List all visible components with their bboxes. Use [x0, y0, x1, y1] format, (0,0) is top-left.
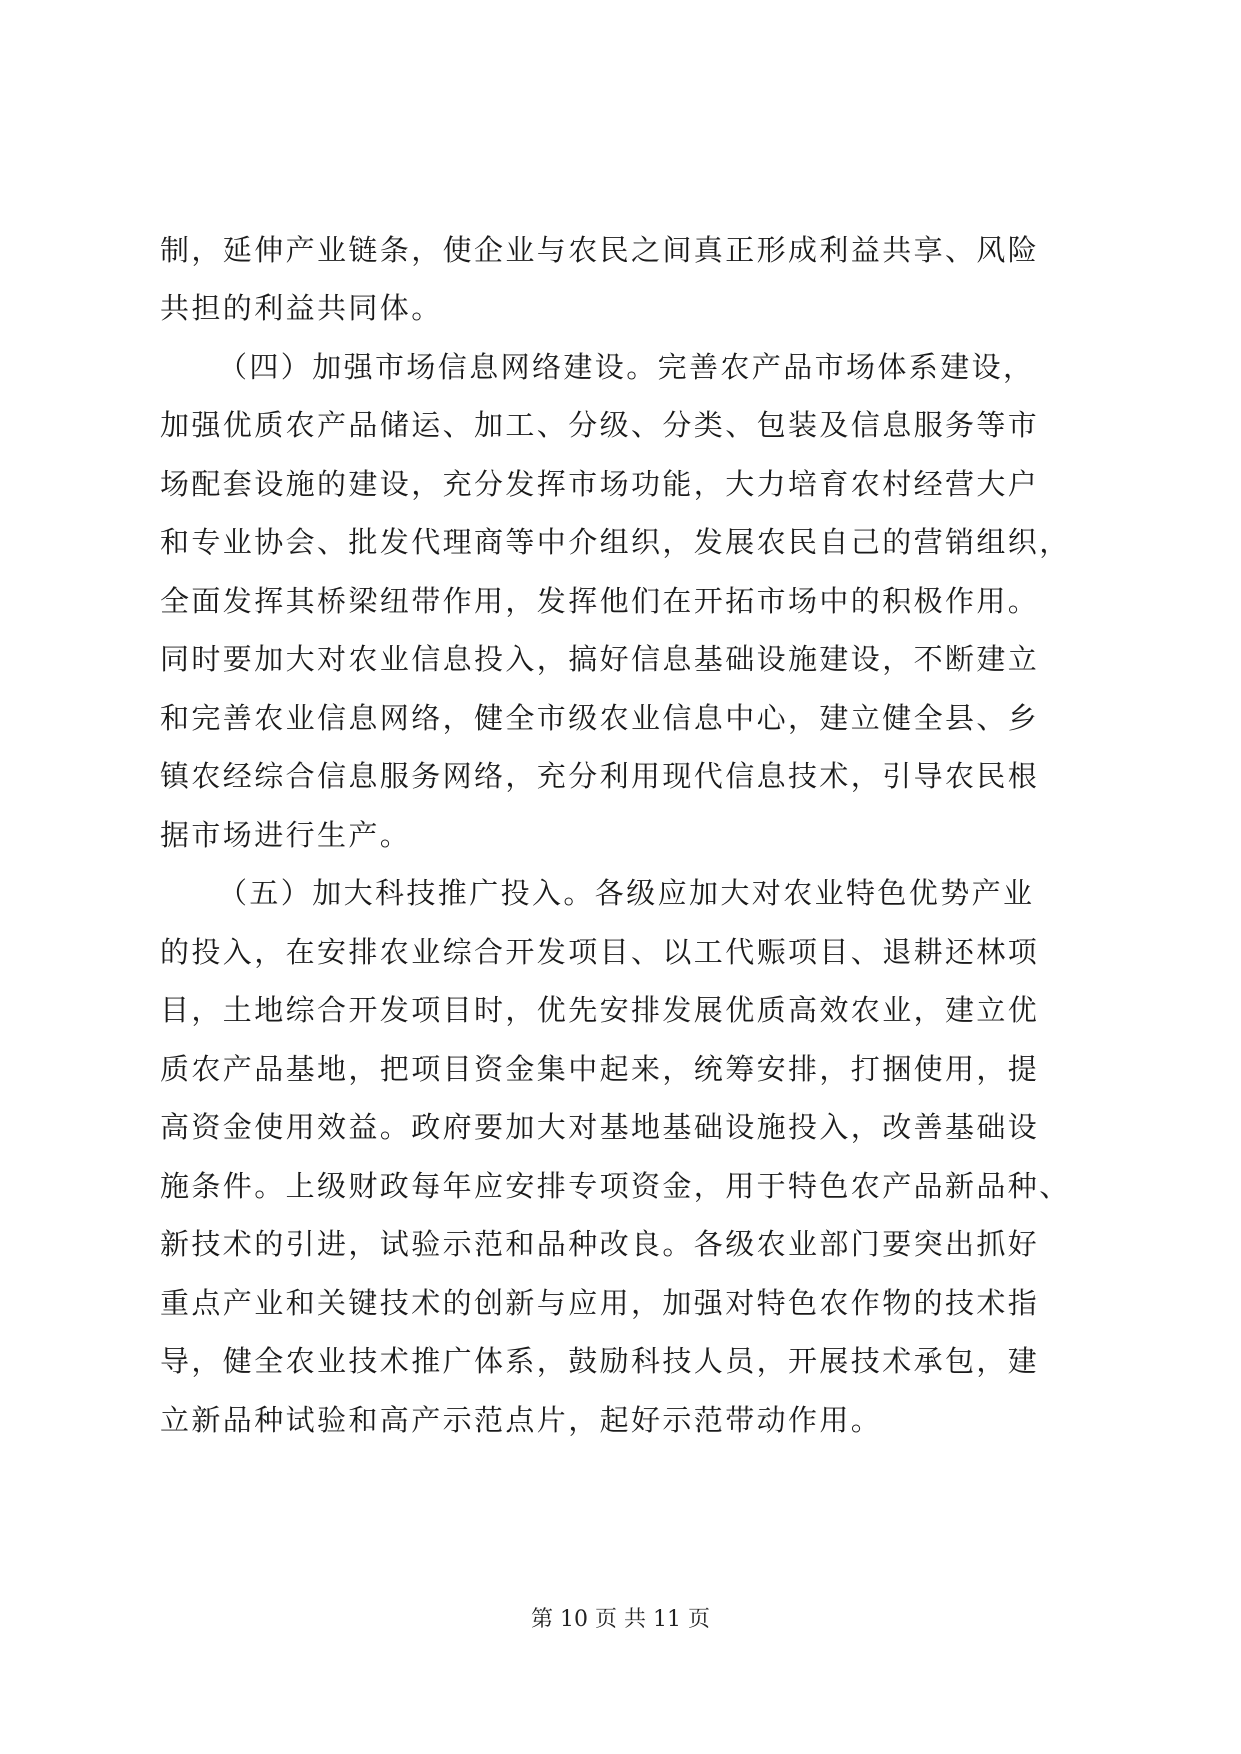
- text-line: （五）加大科技推广投入。各级应加大对农业特色优势产业: [218, 876, 1035, 910]
- text-line: 制，延伸产业链条，使企业与农民之间真正形成利益共享、风险: [160, 233, 1040, 267]
- text-line: 据市场进行生产。: [160, 818, 412, 852]
- text-line: 镇农经综合信息服务网络，充分利用现代信息技术，引导农民根: [160, 759, 1040, 793]
- text-line: 导，健全农业技术推广体系，鼓励科技人员，开展技术承包，建: [160, 1344, 1040, 1378]
- text-line: 质农产品基地，把项目资金集中起来，统筹安排，打捆使用，提: [160, 1052, 1040, 1086]
- text-line: 立新品种试验和高产示范点片，起好示范带动作用。: [160, 1403, 883, 1437]
- text-line: 重点产业和关键技术的创新与应用，加强对特色农作物的技术指: [160, 1286, 1040, 1320]
- text-line: （四）加强市场信息网络建设。完善农产品市场体系建设，: [218, 350, 1035, 384]
- text-line: 场配套设施的建设，充分发挥市场功能，大力培育农村经营大户: [160, 467, 1040, 501]
- text-line: 加强优质农产品储运、加工、分级、分类、包装及信息服务等市: [160, 408, 1040, 442]
- text-line: 目，土地综合开发项目时，优先安排发展优质高效农业，建立优: [160, 993, 1040, 1027]
- text-line: 新技术的引进，试验示范和品种改良。各级农业部门要突出抓好: [160, 1227, 1040, 1261]
- text-line: 全面发挥其桥梁纽带作用，发挥他们在开拓市场中的积极作用。: [160, 584, 1040, 618]
- page-number: 第 10 页 共 11 页: [531, 1607, 710, 1632]
- text-line: 同时要加大对农业信息投入，搞好信息基础设施建设，不断建立: [160, 642, 1040, 676]
- text-line: 高资金使用效益。政府要加大对基地基础设施投入，改善基础设: [160, 1110, 1040, 1144]
- text-line: 和专业协会、批发代理商等中介组织，发展农民自己的营销组织，: [160, 525, 1071, 559]
- text-line: 的投入，在安排农业综合开发项目、以工代赈项目、退耕还林项: [160, 935, 1040, 969]
- text-line: 共担的利益共同体。: [160, 291, 443, 325]
- text-line: 施条件。上级财政每年应安排专项资金，用于特色农产品新品种、: [160, 1169, 1071, 1203]
- text-line: 和完善农业信息网络，健全市级农业信息中心，建立健全县、乡: [160, 701, 1040, 735]
